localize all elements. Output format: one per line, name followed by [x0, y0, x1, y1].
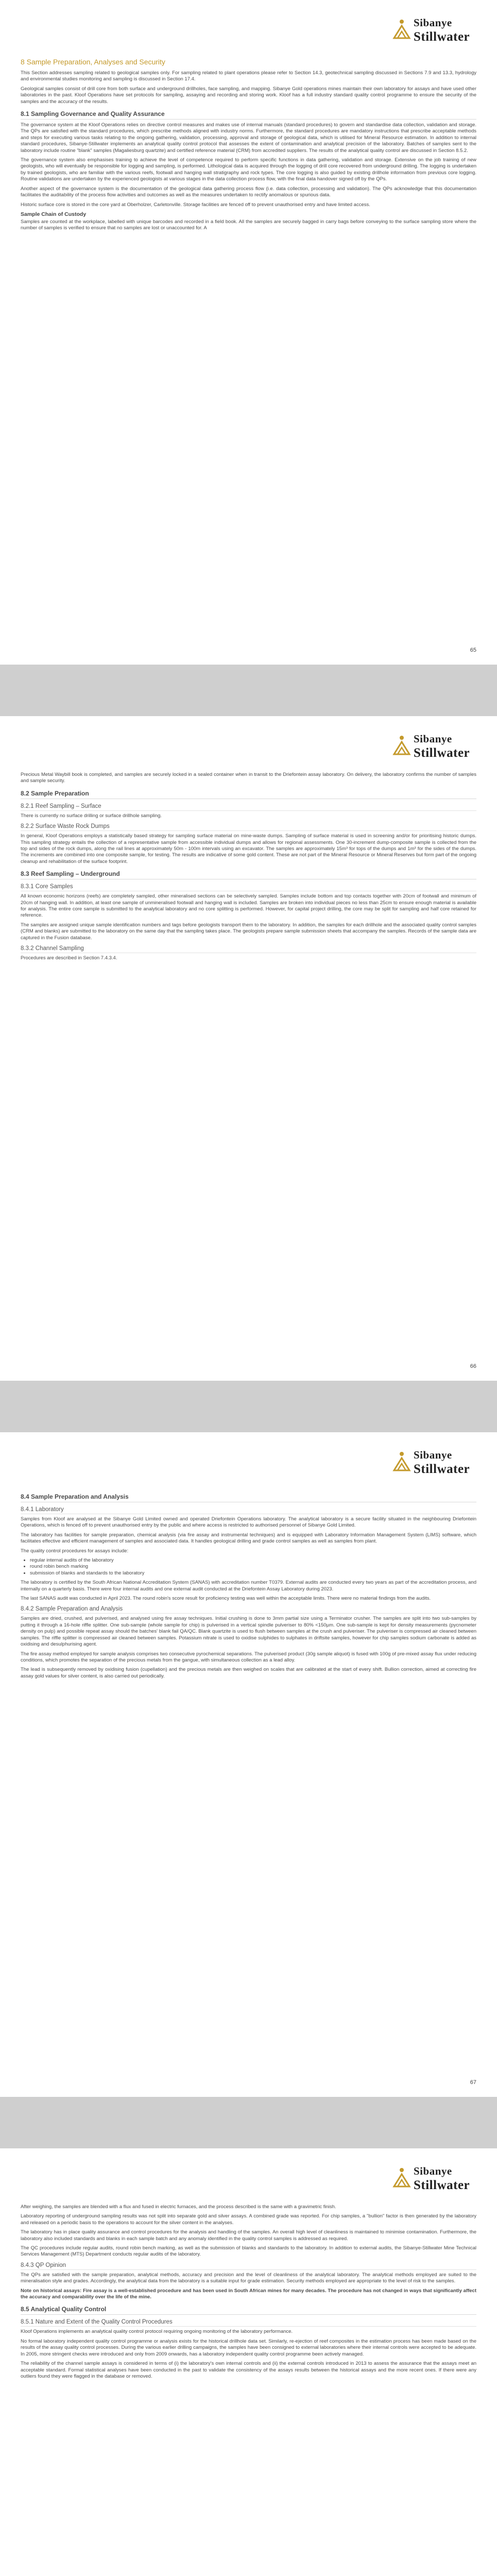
page-content	[21, 2204, 476, 2383]
sub-subsection-heading: 8.2.2 Surface Waste Rock Dumps	[21, 823, 476, 831]
document-page-68	[0, 2148, 497, 2576]
subsection-heading: 8.5 Analytical Quality Control	[21, 2306, 476, 2315]
sub-subsection-heading: 8.3.2 Channel Sampling	[21, 945, 476, 953]
list-item: • submission of blanks and standards to the laboratory	[30, 1570, 476, 1577]
page-content	[21, 1488, 476, 1683]
paragraph: No formal laboratory independent quality control programme or analysis exists for the historical drillhole data set. Similarly, re-ejection of reef composites in the estimation process has been made based on the results of the assay quality control processes. During the various earlier drilling campaigns, the samples have been consigned to external laboratories where their internal controls were accepted to be adequate. In 2005, more stringent checks were introduced and only from 2009 onwards, has a laboratory independent quality control programme been actively managed.	[21, 2338, 476, 2357]
section-heading: 8 Sample Preparation, Analyses and Security	[21, 58, 165, 66]
sibanye-stillwater-logo	[392, 1448, 474, 1481]
paragraph: The laboratory has facilities for sample preparation, chemical analysis (via fire assay and instrumental techniques) and is equipped with Laboratory Information Management System (LIMS) software, which facilitates effective and efficient management of samples and associated data. It handles geological drilling and grade control samples as well as samples from plant.	[21, 1532, 476, 1545]
logo-word-2: Stillwater	[414, 1462, 470, 1476]
sub-subsection-heading: 8.4.3 QP Opinion	[21, 2262, 476, 2270]
sub-subsection-heading: 8.2.1 Reef Sampling – Surface	[21, 803, 476, 811]
page-content	[21, 772, 476, 965]
paragraph: The QC procedures include regular audits, round robin bench marking, as well as the submission of blanks and standards to the laboratory. In addition to external audits, the Sibanye-Stillwater Mine Technical Services Management (MTS) Department conducts regular audits of the laboratory.	[21, 2245, 476, 2258]
paragraph: The governance system at the Kloof Operations relies on directive control measures and makes use of internal manuals (standard procedures) to govern and standardise data collection, validation and storage. The QPs are satisfied with the standard procedures, which prescribe methods aligned with industry norms. Furthermore, the standard procedures are mandatory instructions that prescribe acceptable methods and steps for executing various tasks relating to the ongoing gathering, validation, processing, approval and storage of geological data, which is utilised for Mineral Resource estimation. In addition to internal standard procedures, Sibanye-Stillwater implements an analytical quality control protocol that assesses the extent of contamination and analytical precision of the laboratory. Batches of samples sent to the laboratory include routine "blank" samples (Magaliesburg quartzite) and certified reference material (CRM) from accredited suppliers. The results of the analytical quality control are discussed in Section 8.5.2.	[21, 122, 476, 154]
logo-mark-icon	[392, 2166, 412, 2189]
paragraph: The fire assay method employed for sample analysis comprises two consecutive pyrochemical separations. The pulverised product (30g sample aliquot) is fused with 100g of pre-mixed assay flux under reducing conditions, which promotes the separation of the precious metals from the gangue, with simultaneous collection as a lead alloy.	[21, 1651, 476, 1663]
sibanye-stillwater-logo	[392, 15, 474, 48]
paragraph: The quality control procedures for assays include:	[21, 1548, 129, 1554]
paragraph: The laboratory is certified by the South African National Accreditation System (SANAS) with accreditation number T0379. External audits are conducted every two years as part of the accreditation process, and internally on a quarterly basis. There were four internal audits and one external audit conducted at the Driefontein Assay Laboratory during 2023.	[21, 1580, 476, 1592]
paragraph: The last SANAS audit was conducted in April 2023. The round robin's score result for proficiency testing was well within the acceptable limits. There were no material findings from the audits.	[21, 1596, 431, 1602]
logo-mark-icon	[392, 734, 412, 756]
paragraph: Another aspect of the governance system is the documentation of the geological data gathering process flow (i.e. data collection, processing and validation). The QPs acknowledge that this documentation facilitates the auditability of the process flow activities and outcomes as well as the measures undertaken to rectify anomalous or spurious data.	[21, 185, 476, 198]
paragraph: After weighing, the samples are blended with a flux and fused in electric furnaces, and the process described is the same with a gravimetric finish.	[21, 2204, 336, 2210]
document-page-66	[0, 716, 497, 1381]
sibanye-stillwater-logo	[392, 2164, 474, 2197]
sub-subsection-heading: 8.5.1 Nature and Extent of the Quality Control Procedures	[21, 2319, 476, 2327]
paragraph: The samples are assigned unique sample identification numbers and tags before geologists transport them to the laboratory. In addition, the samples for each drillhole and the associated quality control samples (CRM and blanks) are submitted to the laboratory on the same day that the sampling takes place. The geologists prepare sample submission sheets that accompany the samples. Records of the sample data are captured in the Fusion database.	[21, 922, 476, 941]
paragraph: Samples from Kloof are analysed at the Sibanye Gold Limited owned and operated Driefontein Operations laboratory. The analytical laboratory is a secure facility situated in the neighbouring Driefontein Operations, which is fenced off to prevent unauthorised entry by the public and where access is restricted to authorised personnel of Sibanye Gold Limited.	[21, 1516, 476, 1529]
paragraph: The laboratory has in place quality assurance and control procedures for the analysis and handling of the samples. An overall high level of cleanliness is maintained to minimise contamination. Furthermore, the laboratory also included standards and blanks in each sample batch and any anomaly identified in the quality control samples is addressed as required.	[21, 2229, 476, 2242]
page-number: 65	[470, 647, 476, 653]
logo-word-1: Sibanye	[414, 2165, 452, 2177]
logo-mark-icon	[392, 18, 412, 40]
page-content	[21, 58, 476, 235]
minor-heading: Sample Chain of Custody	[21, 211, 87, 217]
logo-word-2: Stillwater	[414, 2178, 470, 2192]
paragraph: There is currently no surface drilling or surface drillhole sampling.	[21, 812, 162, 819]
historical-assay-note: Note on historical assays: Fire assay is a well-established procedure and has been used in South African mines for many decades. The procedure has not changed in ways that significantly affect the accuracy and comparability over the life of the mine.	[21, 2287, 476, 2300]
paragraph: The QPs are satisfied with the sample preparation, analytical methods, accuracy and precision and the level of cleanliness of the analytical laboratory. The analytical methods employed are suited to the mineralisation style and grades. Accordingly, the analytical data from the laboratory is a suitable input for grade estimation. Security methods employed are appropriate to the level of risk to the samples.	[21, 2272, 476, 2284]
logo-word-2: Stillwater	[414, 746, 470, 760]
logo-mark-icon	[392, 1450, 412, 1472]
paragraph: Samples are dried, crushed, and pulverised, and analysed using fire assay techniques. Initial crushing is done to 3mm partial size using a Terminator crusher. The samples are split into two sub-samples by putting it through a 16-hole riffle splitter. One sub-sample (whole sample for chip) is pulverised in a vertical spindle pulveriser to 80% <150µm. One sub-sample is kept for density measurements (pycnometer density on pulp) and possible repeat assay should the batches' blank fail QA/QC. Blank quartzite is used to flush between samples at the crush and pulveriser. The pulveriser is compressed air cleaned between samples. The riffle splitter is compressed air cleaned between samples. Potassium nitrate is used to oxidise sulphides to sulphates in driftsite samples, however for chip samples sodium carbonate is added as oxidising and desulphurising agent.	[21, 1616, 476, 1648]
sub-subsection-heading: 8.4.1 Laboratory	[21, 1506, 476, 1514]
page-number: 67	[470, 2079, 476, 2086]
paragraph: Geological samples consist of drill core from both surface and underground drillholes, face sampling, and mapping. Sibanye Gold operations mines maintain their own laboratory for assays and have used other laboratories in the past. Kloof Operations have set protocols for sampling, assaying and recording and storing work. Kloof has a full industry standard quality control programme to ensure the security of the samples and the accuracy of the results.	[21, 86, 476, 105]
list-item: • round robin bench marking	[30, 1564, 476, 1570]
logo-word-1: Sibanye	[414, 1449, 452, 1461]
subsection-heading: 8.2 Sample Preparation	[21, 790, 476, 799]
paragraph: In general, Kloof Operations employs a statistically based strategy for sampling surface material on mine-waste dumps. Sampling of surface material is used in screening and/or for prioritising historic dumps. This sampling strategy entails the collection of a representative sample from accessible individual dumps and allows for regional assessments. One 30-increment dump-composite sample is collected from the top and sides of the rock dumps, along the rail lines at approximately 50m - 100m intervals using an excavator. The samples are approximately 15m³ for tops of the dumps and 1m³ for the sides of the dumps. The increments are combined into one composite sample, for testing. The results are indicative of some gold content. These are not part of the Mineral Resource or Mineral Reserves but form part of the ongoing cleanup and rehabilitation of the surface footprint.	[21, 833, 476, 865]
document-page-65	[0, 0, 497, 665]
paragraph: Laboratory reporting of underground sampling results was not split into separate gold and silver assays. A combined grade was reported. For chip samples, a "bullion" factor is then generated by the laboratory and released on a periodic basis to the operations to account for the silver content in the analyses.	[21, 2213, 476, 2226]
document-page-67	[0, 1432, 497, 2097]
list-item: • regular internal audits of the laboratory	[30, 1557, 476, 1564]
sibanye-stillwater-logo	[392, 732, 474, 765]
qc-procedure-list	[21, 1557, 476, 1577]
logo-word-1: Sibanye	[414, 733, 452, 745]
paragraph: Kloof Operations implements an analytical quality control protocol requiring ongoing monitoring of the laboratory performance.	[21, 2329, 293, 2335]
paragraph: The reliability of the channel sample assays is considered in terms of (i) the laboratory's own internal controls and (ii) the external controls introduced in 2013 to assess the assurance that the assays meet an acceptable standard. Formal statistical analyses have been conducted in the past to validate the consistency of the assays results between the historical assays and the more recent ones. If there were any outliers found they were flagged in the database or removed.	[21, 2361, 476, 2379]
sub-subsection-heading: 8.3.1 Core Samples	[21, 884, 476, 891]
paragraph: This Section addresses sampling related to geological samples only. For sampling related to plant operations please refer to Section 14.3, geotechnical sampling discussed in Sections 7.9 and 13.3, hydrology and environmental studies monitoring and sampling is discussed in Section 17.4.	[21, 70, 476, 82]
paragraph: The governance system also emphasises training to achieve the level of competence required to perform specific functions in data gathering, validation and storage. Extensive on the job training of new geologists, who will eventually be responsible for logging and sampling, is performed. Lithological data is acquired through the logging of drill core recovered from underground drilling. The logging is undertaken by trained geologists, who are familiar with the various reefs, footwall and hanging wall stratigraphy and rock types. The core logging is also guided by existing drillhole information from previous core logging. Routine validations are undertaken by the experienced geologists at various stages in the data collection process flow, with the final data handover signed off by the QPs.	[21, 157, 476, 182]
subsection-heading: 8.3 Reef Sampling – Underground	[21, 870, 476, 879]
page-number: 66	[470, 1363, 476, 1369]
paragraph: All known economic horizons (reefs) are completely sampled, other mineralised sections can be selectively sampled. Samples include bottom and top contacts together with 20cm of footwall and minimum of 20cm of hanging wall. In addition, at least one sample of unmineralised footwall and hanging wall is included. Samples are broken into individual pieces no less than 25cm to ensure enough material is available for analysis. The entire core sample is submitted to the analytical laboratory and no core splitting is performed. However, for capital project drilling, the core may be split for sampling and half core retained for reference.	[21, 893, 476, 919]
paragraph: Samples are counted at the workplace, labelled with unique barcodes and recorded in a field book. All the samples are securely bagged in carry bags before conveying to the surface sampling store where the number of samples is verified to ensure that no samples are lost or unaccounted for. A	[21, 218, 476, 231]
sub-subsection-heading: 8.4.2 Sample Preparation and Analysis	[21, 1606, 476, 1614]
paragraph: Historic surface core is stored in the core yard at Oberholzer, Carletonville. Storage facilities are fenced off to prevent unauthorised entry and have limited access.	[21, 201, 370, 208]
paragraph: The lead is subsequently removed by oxidising fusion (cupellation) and the precious metals are then weighed on scales that are calibrated at the start of every shift. Bullion correction, aimed at correcting fire assay gold values for silver content, is also carried out periodically.	[21, 1667, 476, 1679]
paragraph: Precious Metal Waybill book is completed, and samples are securely locked in a sealed container when in transit to the Driefontein assay laboratory. On delivery, the laboratory confirms the number of samples and sample security.	[21, 772, 476, 784]
subsection-heading: 8.4 Sample Preparation and Analysis	[21, 1493, 476, 1502]
paragraph: Procedures are described in Section 7.4.3.4.	[21, 955, 117, 961]
logo-word-2: Stillwater	[414, 30, 470, 44]
subsection-heading: 8.1 Sampling Governance and Quality Assurance	[21, 110, 476, 120]
logo-word-1: Sibanye	[414, 16, 452, 29]
